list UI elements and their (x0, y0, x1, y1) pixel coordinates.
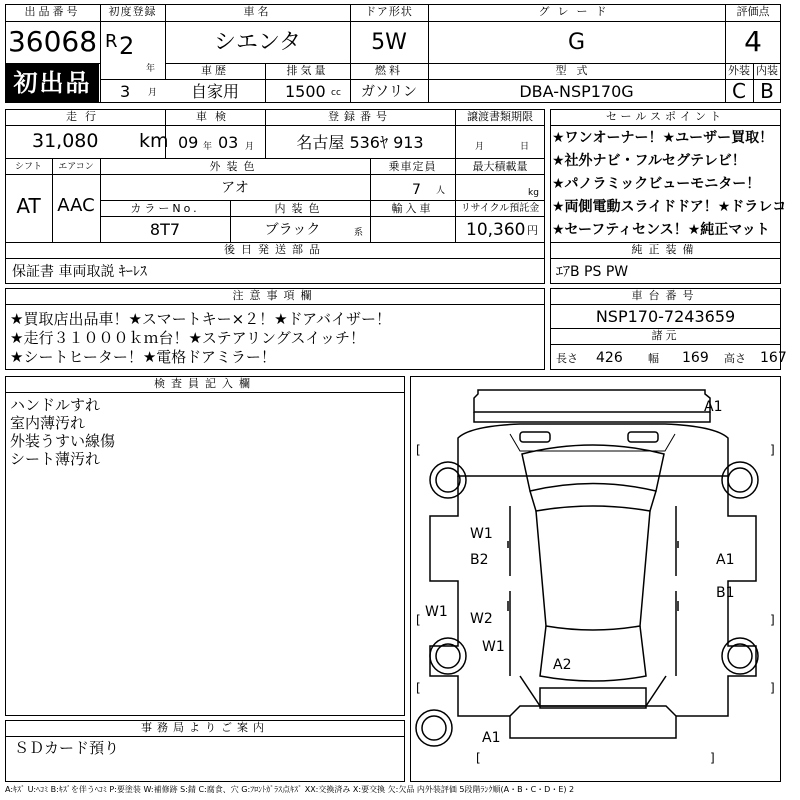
door-type: 5W (371, 30, 407, 55)
history: 自家用 (190, 82, 239, 101)
svg-text:]: ] (710, 751, 715, 765)
inspector-note: 外装うすい線傷 (10, 432, 116, 450)
car-diagram (410, 376, 781, 782)
damage-mark-right: B1 (716, 586, 735, 600)
cautions-label: 注意事項欄 (232, 289, 318, 302)
recycle-label: リサイクル預託金 (460, 203, 540, 214)
sales-point-line: ★両側電動スライドドア！★ドラレコ (552, 199, 787, 215)
mileage-label: 走行 (66, 110, 104, 123)
interior-grade-label: 内装 (756, 64, 778, 77)
damage-mark-left: W1 (482, 640, 505, 654)
max-load-label: 最大積載量 (472, 160, 528, 173)
capacity-label: 乗車定員 (388, 160, 437, 173)
first-registration-year: 2 (119, 32, 135, 60)
damage-mark-rear: A2 (553, 658, 572, 672)
mileage-unit: km (139, 130, 169, 152)
inspector-note: 室内薄汚れ (10, 414, 86, 432)
inspection-month: 03 (218, 133, 239, 152)
genuine-equipment-label: 純正装備 (631, 243, 700, 256)
interior-color-unit: 系 (354, 228, 364, 238)
damage-mark-left: W2 (470, 612, 493, 626)
exterior-color: アオ (221, 180, 249, 196)
svg-text:[: [ (416, 443, 421, 457)
history-label: 車歴 (201, 64, 229, 77)
model: DBA-NSP170G (519, 82, 634, 101)
chassis-label: 車台番号 (631, 289, 700, 302)
capacity: 7 (412, 182, 421, 198)
svg-text:[: [ (416, 613, 421, 627)
length: 426 (596, 350, 623, 366)
svg-text:]: ] (770, 681, 775, 695)
ac-label: エアコン (58, 162, 94, 172)
svg-text:]: ] (770, 443, 775, 457)
sales-point-line: ★社外ナビ・フルセグテレビ！ (552, 153, 746, 169)
grade-label: グレード (538, 5, 615, 18)
fuel-label: 燃料 (375, 64, 403, 77)
import-label: 輸入車 (391, 202, 434, 215)
transfer-day-unit: 日 (520, 142, 530, 152)
inspection-label: 車検 (196, 110, 234, 123)
width: 169 (682, 350, 709, 366)
office-notes-label: 事務局よりご案内 (141, 721, 269, 734)
plate-label: 登録番号 (328, 110, 392, 123)
first-listing-text: 初出品 (13, 69, 92, 97)
damage-mark-front: A1 (704, 400, 723, 414)
displacement-unit: cc (331, 88, 341, 98)
plate-number: 名古屋 536ﾔ 913 (296, 133, 424, 152)
shift-label: シフト (14, 162, 42, 172)
damage-mark-left: B2 (470, 553, 489, 567)
recycle-fee-unit: 円 (527, 224, 538, 237)
inspection-month-unit: 月 (245, 142, 255, 152)
svg-text:]: ] (770, 613, 775, 627)
first-registration-label: 初度登録 (108, 5, 157, 18)
score: 4 (744, 25, 762, 58)
color-number-label: カラーNo. (130, 202, 200, 215)
lot-number: 36068 (7, 25, 98, 58)
damage-mark-right: A1 (716, 553, 735, 567)
later-parts-label: 後日発送部品 (224, 243, 326, 256)
displacement-label: 排気量 (286, 64, 329, 77)
first-registration-era: R (105, 31, 118, 52)
sales-point-line: ★セーフティセンス！★純正マット (552, 222, 770, 238)
displacement: 1500 (285, 82, 326, 101)
transfer-month-unit: 月 (475, 142, 485, 152)
damage-mark-left: W1 (470, 527, 493, 541)
car-name: シエンタ (213, 30, 302, 55)
exterior-grade: C (732, 79, 746, 103)
inspector-note: ハンドルすれ (10, 396, 101, 414)
svg-text:[: [ (476, 751, 481, 765)
height: 167 (760, 350, 787, 366)
svg-text:[: [ (416, 681, 421, 695)
legend-text: A:ｷｽﾞ U:ﾍｺﾐ B:ｷｽﾞを伴うﾍｺﾐ P:要塗装 W:補修跡 S:錆 C:腐食、穴 G:ﾌﾛﾝﾄｶﾞﾗｽ点ｷｽﾞ XX:交換済み X:要交換 欠:欠品 内外装評価 5段階ﾗﾝｸ順(A・B・C・D・E) 2 (5, 785, 575, 794)
office-note: ＳＤカード預り (14, 739, 120, 757)
max-load-unit: kg (528, 188, 539, 198)
mileage: 31,080 (32, 130, 99, 152)
genuine-equipment: ｴｱB PS PW (556, 264, 629, 280)
damage-mark-rear: A1 (482, 731, 501, 745)
sales-point-line: ★パノラミックビューモニター！ (552, 176, 761, 192)
car-name-label: 車名 (243, 5, 272, 18)
score-label: 評価点 (736, 5, 770, 18)
transfer-docs-label: 譲渡書類期限 (467, 110, 533, 123)
damage-mark-left: W1 (425, 605, 448, 619)
interior-color-label: 内装色 (274, 202, 326, 215)
grade: G (567, 30, 586, 55)
length-label: 長さ (556, 352, 578, 365)
caution-line: ★シートヒーター！★電格ドアミラー！ (10, 348, 276, 366)
interior-grade: B (760, 79, 774, 103)
sales-points-label: セールスポイント (605, 110, 725, 123)
first-registration-month: 3 (120, 82, 131, 101)
recycle-fee: 10,360 (466, 220, 526, 240)
inspection-year-unit: 年 (203, 142, 213, 152)
height-label: 高さ (724, 352, 746, 365)
air-conditioner: AAC (57, 195, 95, 216)
interior-color: ブラック (264, 222, 321, 238)
width-label: 幅 (648, 352, 659, 365)
capacity-unit: 人 (436, 186, 446, 196)
dims-label: 諸元 (651, 329, 680, 342)
door-label: ドア形状 (365, 5, 413, 18)
exterior-color-label: 外装色 (209, 160, 261, 173)
inspector-note: シート薄汚れ (10, 450, 101, 468)
model-label: 型式 (555, 64, 598, 77)
inspection-year: 09 (178, 133, 199, 152)
chassis-number: NSP170-7243659 (595, 307, 736, 326)
shift: AT (16, 194, 41, 218)
month-unit: 月 (148, 88, 158, 98)
lot-number-label: 出品番号 (24, 5, 81, 18)
caution-line: ★買取店出品車！★スマートキー×２！★ドアバイザー！ (10, 310, 391, 328)
fuel: ガソリン (361, 84, 417, 100)
year-unit: 年 (146, 64, 156, 74)
exterior-grade-label: 外装 (728, 64, 750, 77)
caution-line: ★走行３１０００ｋｍ台！★ステアリングスイッチ！ (10, 329, 365, 347)
inspector-label: 検査員記入欄 (154, 377, 256, 390)
color-number: 8T7 (149, 220, 181, 239)
later-parts: 保証書 車両取説 ｷｰﾚｽ (12, 264, 147, 280)
sales-point-line: ★ワンオーナー！★ユーザー買取！ (552, 130, 774, 146)
